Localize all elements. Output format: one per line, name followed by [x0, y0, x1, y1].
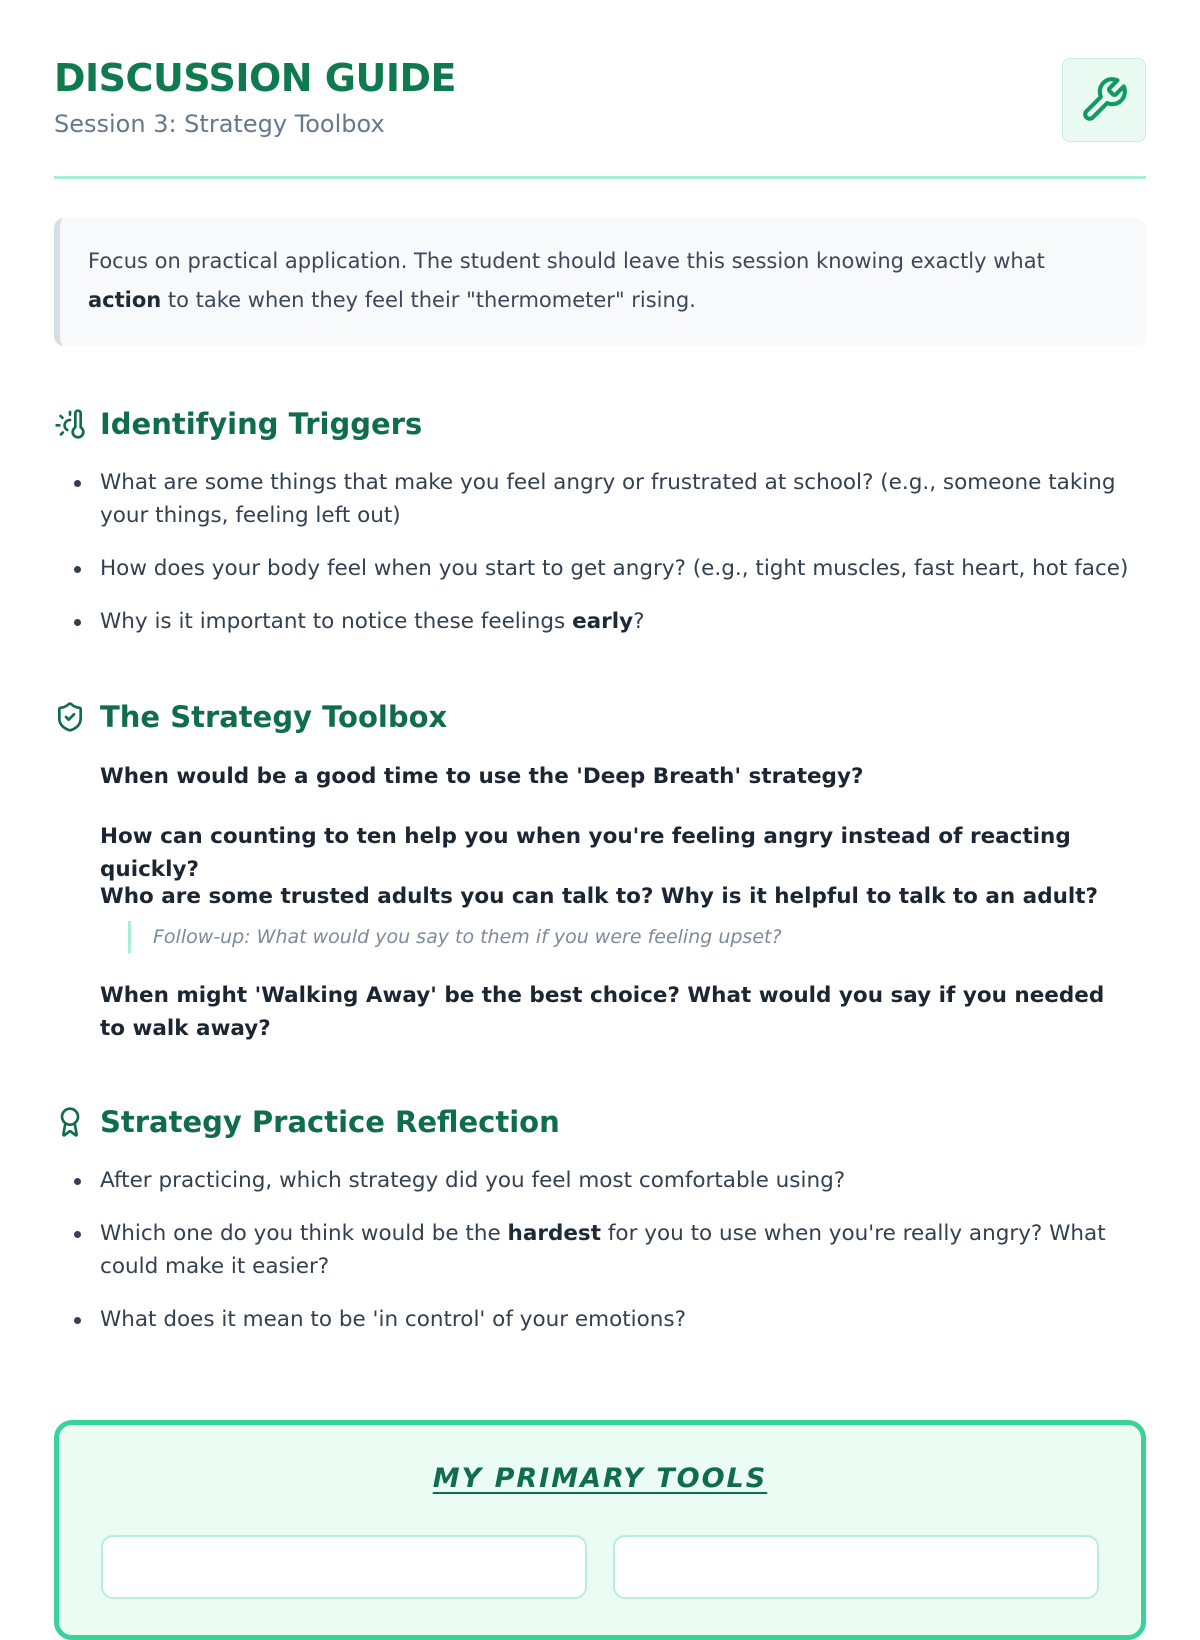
- page-header: [54, 0, 1146, 179]
- list-item: [54, 1217, 1146, 1283]
- section-title-toolbox-text: The Strategy Toolbox: [100, 700, 448, 734]
- list-item-text: After practicing, which strategy did you feel most comfortable using?: [100, 1168, 846, 1193]
- section-title-reflection-text: Strategy Practice Reflection: [100, 1105, 560, 1139]
- list-item-text: for you to use when you're really angry? What could make it easier?: [100, 1221, 1106, 1279]
- list-item: [54, 1303, 1146, 1336]
- note-text-bold: action: [88, 288, 162, 312]
- thermometer-sun-icon: [54, 408, 86, 440]
- list-item: [54, 552, 1146, 585]
- section-title-triggers: [54, 404, 422, 444]
- section-title-reflection: [54, 1102, 560, 1142]
- list-item-text: ?: [633, 609, 645, 634]
- note-text-start: Focus on practical application. The student should leave this session knowing exactly what: [88, 249, 1045, 273]
- list-item-text: Why is it important to notice these feelings: [100, 609, 573, 634]
- toolbox-question: When would be a good time to use the 'Deep Breath' strategy?: [100, 764, 864, 789]
- facilitator-note: [54, 218, 1146, 346]
- toolbox-question: When might 'Walking Away' be the best choice? What would you say if you needed to walk away?: [100, 983, 1105, 1041]
- list-item: [54, 1164, 1146, 1197]
- discussion-guide-page: [54, 0, 1146, 1494]
- list-item-text: How does your body feel when you start to get angry? (e.g., tight muscles, fast heart, hot face): [100, 556, 1129, 581]
- shield-check-icon: [54, 701, 86, 733]
- list-item: [54, 466, 1146, 532]
- section-title-triggers-text: Identifying Triggers: [100, 407, 423, 441]
- primary-tool-field-1[interactable]: [101, 1535, 587, 1599]
- award-icon: [54, 1106, 86, 1138]
- primary-tool-field-2[interactable]: [613, 1535, 1099, 1599]
- list-item-text: What does it mean to be 'in control' of your emotions?: [100, 1307, 687, 1332]
- note-text-end: to take when they feel their "thermometer" rising.: [161, 288, 696, 312]
- wrench-icon: [1062, 58, 1146, 142]
- list-item-text: Which one do you think would be the: [100, 1221, 508, 1246]
- primary-tools-box: [54, 1420, 1146, 1640]
- page-title: DISCUSSION GUIDE: [54, 56, 456, 100]
- primary-tools-title: MY PRIMARY TOOLS: [432, 1463, 768, 1494]
- list-item: [54, 605, 1146, 638]
- section-title-toolbox: [54, 697, 447, 737]
- follow-up-prompt: Follow-up: What would you say to them if you were feeling upset?: [128, 921, 782, 953]
- list-item-bold: early: [572, 609, 634, 634]
- reflection-list: [54, 1164, 1146, 1356]
- toolbox-question: How can counting to ten help you when you're feeling angry instead of reacting quickly?: [100, 824, 1071, 882]
- toolbox-question: Who are some trusted adults you can talk to? Why is it helpful to talk to an adult?: [100, 884, 1099, 909]
- session-subtitle: Session 3: Strategy Toolbox: [54, 110, 385, 138]
- triggers-list: [54, 466, 1146, 658]
- list-item-text: What are some things that make you feel angry or frustrated at school? (e.g., someone taking your things, feeling left out): [100, 470, 1116, 528]
- list-item-bold: hardest: [507, 1221, 602, 1246]
